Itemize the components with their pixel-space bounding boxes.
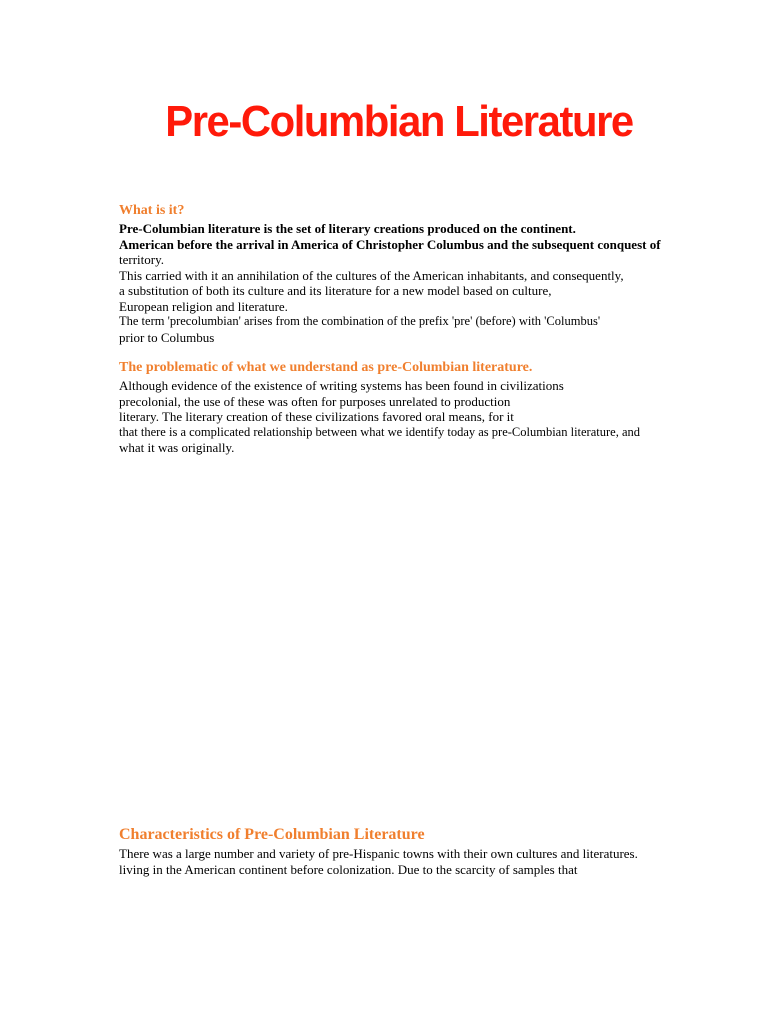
paragraph-line: a substitution of both its culture and its literature for a new model based on culture, [119,283,552,298]
paragraph-line: There was a large number and variety of pre-Hispanic towns with their own cultures and literatures. [119,846,638,861]
section-characteristics [119,825,719,877]
paragraph-line: Although evidence of the existence of writing systems has been found in civilizations [119,378,564,393]
paragraph-line: American before the arrival in America of Christopher Columbus and the subsequent conquest of [119,236,661,252]
section-problematic [119,359,719,456]
paragraph-line: precolonial, the use of these was often for purposes unrelated to production [119,393,511,409]
paragraph-line: living in the American continent before colonization. Due to the scarcity of samples that [119,861,578,877]
paragraph-line: literary. The literary creation of these civilizations favored oral means, for it [119,409,514,424]
paragraph-line: The term 'precolumbian' arises from the combination of the prefix 'pre' (before) with 'Columbus' [119,314,601,328]
document-title: Pre-Columbian Literature [165,97,633,146]
paragraph-line: European religion and literature. [119,298,288,314]
paragraph-line: that there is a complicated relationship between what we identify today as pre-Columbian literature, and [119,424,641,439]
paragraph-line: territory. [119,252,164,267]
section-what-is-it [119,202,719,345]
section-heading: Characteristics of Pre-Columbian Literature [119,826,425,843]
paragraph-line: prior to Columbus [119,329,215,345]
section-heading: What is it? [119,203,185,218]
paragraph-line: Pre-Columbian literature is the set of literary creations produced on the continent. [119,221,576,236]
paragraph-line: This carried with it an annihilation of the cultures of the American inhabitants, and consequently, [119,267,624,283]
section-heading: The problematic of what we understand as pre-Columbian literature. [119,360,533,375]
paragraph-line: what it was originally. [119,440,235,455]
